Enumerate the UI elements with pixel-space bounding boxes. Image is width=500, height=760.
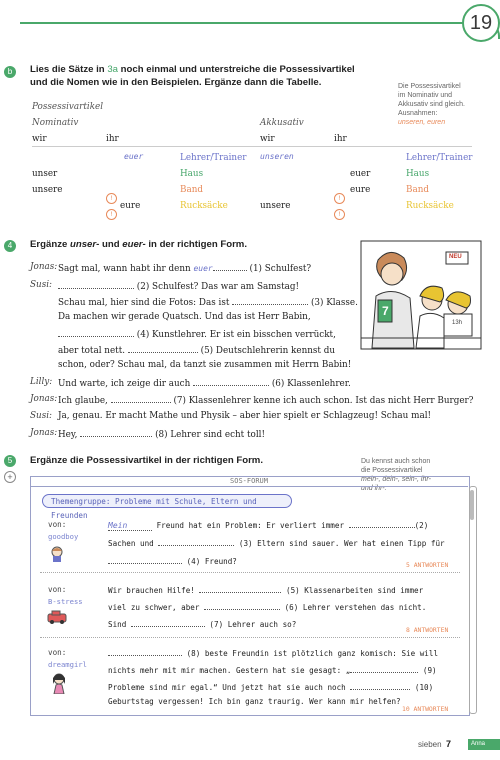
cell-unsere-akk: unsere — [260, 201, 291, 211]
forum-scrollbar[interactable] — [469, 486, 477, 714]
info-note-possessive: Die Possessivartikel im Nominativ und Akkusativ sind gleich. Ausnahmen: unseren, euren — [398, 83, 465, 126]
post-username[interactable]: goodboy — [48, 532, 79, 541]
cell-eure: eure — [120, 201, 141, 211]
col-wir-akk: wir — [260, 134, 275, 144]
alert-circle-icon: ! — [106, 201, 117, 220]
task-marker-4: 4 — [4, 240, 16, 252]
col-ihr: ihr — [106, 134, 119, 144]
task-marker-b: b — [4, 66, 16, 78]
alert-circle-icon: ! — [334, 201, 345, 220]
noun-band-akk: Band — [406, 185, 430, 195]
noun-lehrer-akk: Lehrer/Trainer — [406, 153, 473, 163]
dialog-line: schon, oder? Schau mal, da tanzt sie zusammen mit Herrn Babin! — [58, 360, 352, 370]
students-illustration — [360, 240, 482, 350]
task-b-heading-line1: Lies die Sätze in 3a noch einmal und unterstreiche die Possessivartikel — [30, 64, 355, 75]
speaker-label: Susi: — [30, 411, 52, 421]
avatar — [52, 672, 66, 698]
forum-title-divider — [30, 486, 468, 487]
table-divider — [32, 146, 472, 147]
illustration-screen-text: 13h — [452, 320, 463, 326]
answer-blank[interactable] — [108, 647, 182, 656]
page-number-badge: 19 — [462, 4, 500, 42]
answer-blank[interactable] — [108, 555, 182, 564]
answer-blank[interactable] — [131, 618, 205, 627]
answer-blank[interactable] — [349, 519, 415, 528]
cell-euer: euer — [350, 169, 371, 179]
dialog-line: aber total nett. (5) Deutschlehrerin kennst du — [58, 346, 336, 356]
post-line: Sind (7) Lehrer auch so? — [108, 620, 297, 629]
avatar — [46, 609, 68, 628]
speaker-label: Jonas: — [30, 262, 58, 272]
speaker-label: Jonas: — [30, 428, 58, 438]
post-line: Mein Freund hat ein Problem: Er verliert immer (2) — [108, 521, 429, 530]
task-b-heading-line2: und die Nomen wie in den Beispielen. Ergänze dann die Tabelle. — [30, 77, 322, 88]
page-frame-bracket — [20, 22, 500, 39]
post-from-label: von: — [48, 648, 67, 657]
answer-blank[interactable] — [232, 296, 308, 305]
footer-page-number: 7 — [446, 739, 452, 749]
post-line: viel zu schwer, aber (6) Lehrer verstehen das nicht. — [108, 603, 427, 612]
answer-blank[interactable] — [128, 344, 198, 353]
noun-lehrer: Lehrer/Trainer — [180, 153, 247, 163]
answer-blank[interactable] — [111, 394, 171, 403]
alert-circle-icon: ! — [106, 185, 117, 204]
example-unseren: unseren — [260, 152, 294, 161]
post-line: (4) Freund? — [108, 555, 237, 566]
post-line: nichts mehr mit mir machen. Gestern hat sie gesagt: „ (9) — [108, 666, 437, 675]
forum-title: SOS-FORUM — [230, 477, 268, 485]
dialog-line: Da machen wir gerade Quatsch. Und das ist Herr Babin, — [58, 312, 311, 322]
post-line: (8) beste Freundin ist plötzlich ganz komisch: Sie will — [108, 647, 438, 658]
dialog-line: Sagt mal, wann habt ihr denn euer (1) Schulfest? — [58, 264, 312, 274]
answer-blank[interactable] — [193, 377, 269, 386]
task-4-heading: Ergänze unser- und euer- in der richtigen Form. — [30, 239, 247, 250]
post-username[interactable]: B-stress — [48, 597, 83, 606]
cell-unser: unser — [32, 169, 58, 179]
example-euer: euer — [124, 152, 144, 161]
answer-blank[interactable] — [199, 584, 281, 593]
answer-blank[interactable] — [58, 280, 134, 289]
noun-rucksaecke: Rucksäcke — [180, 201, 228, 211]
post-line: Wir brauchen Hilfe! (5) Klassenarbeiten sind immer — [108, 586, 424, 595]
answer-blank[interactable] — [350, 681, 410, 690]
dialog-line: Hey, (8) Lehrer sind echt toll! — [58, 430, 266, 440]
dialog-line: (4) Kunstlehrer. Er ist ein bisschen verrückt, — [58, 328, 336, 340]
task-marker-5: 5 — [4, 455, 16, 467]
dialog-line: Und warte, ich zeige dir auch (6) Klassenlehrer. — [58, 379, 351, 389]
noun-haus-akk: Haus — [406, 169, 430, 179]
col-wir: wir — [32, 134, 47, 144]
post-line: Sachen und (3) Eltern sind sauer. Wer hat einen Tipp für — [108, 539, 445, 548]
dialog-line: Schau mal, hier sind die Fotos: Das ist (3) Klasse. — [58, 298, 358, 308]
noun-rucksaecke-akk: Rucksäcke — [406, 201, 454, 211]
avatar — [50, 546, 64, 566]
speaker-label: Susi: — [30, 280, 52, 290]
cell-eure-akk: eure — [350, 185, 371, 195]
post-line: Probleme sind mir egal.“ Und jetzt hat sie auch noch (10) — [108, 683, 434, 692]
answers-link[interactable]: 8 ANTWORTEN — [406, 626, 449, 634]
forum-topic-pill[interactable]: Themengruppe: Probleme mit Schule, Eltern und Freunden — [42, 494, 292, 508]
cell-unsere: unsere — [32, 185, 63, 195]
dialog-line: Ja, genau. Er macht Mathe und Physik – aber hier spielt er Schlagzeug! Schau mal! — [58, 411, 432, 421]
post-line: Geburtstag vergessen! Ich bin ganz traurig. Wer kann mir helfen? — [108, 697, 401, 706]
answer-blank[interactable] — [58, 328, 134, 337]
noun-band: Band — [180, 185, 204, 195]
post-divider — [40, 572, 460, 573]
plus-icon: + — [4, 471, 16, 483]
table-caption: Possessivartikel — [32, 102, 104, 112]
answer-blank[interactable] — [350, 664, 418, 673]
post-username[interactable]: dreamgirl — [48, 660, 87, 669]
scrollbar-thumb[interactable] — [470, 490, 474, 520]
forum-panel — [30, 476, 470, 716]
alert-circle-icon: ! — [334, 185, 345, 204]
illustration-sign: NEU — [449, 254, 462, 260]
info-note-possessive-known: Du kennst auch schon die Possessivartikel mein-, dein-, sein-, ihr- und ihr-. — [361, 458, 431, 492]
answer-blank[interactable] — [158, 537, 234, 546]
table-header-nominativ: Nominativ — [32, 118, 79, 128]
illustration-shirt-number: 7 — [382, 304, 389, 318]
noun-haus: Haus — [180, 169, 204, 179]
answer-blank[interactable] — [204, 601, 280, 610]
post-from-label: von: — [48, 585, 67, 594]
speaker-label: Jonas: — [30, 394, 58, 404]
task-5-heading: Ergänze die Possessivartikel in der richtigen Form. — [30, 455, 263, 466]
speaker-label: Lilly: — [30, 377, 53, 387]
col-ihr-akk: ihr — [334, 134, 347, 144]
answer-blank[interactable] — [80, 428, 152, 437]
footer-chapter-tab: Anna — [468, 739, 500, 750]
post-divider — [40, 637, 460, 638]
dialog-line: (2) Schulfest? Das war am Samstag! — [58, 280, 299, 292]
dialog-line: Ich glaube, (7) Klassenlehrer kenne ich auch schon. Ist das nicht Herr Burger? — [58, 396, 474, 406]
answers-link[interactable]: 5 ANTWORTEN — [406, 561, 449, 569]
footer-page-word: sieben — [418, 740, 442, 749]
answers-link[interactable]: 10 ANTWORTEN — [402, 705, 449, 713]
table-header-akkusativ: Akkusativ — [260, 118, 304, 128]
post-from-label: von: — [48, 520, 67, 529]
